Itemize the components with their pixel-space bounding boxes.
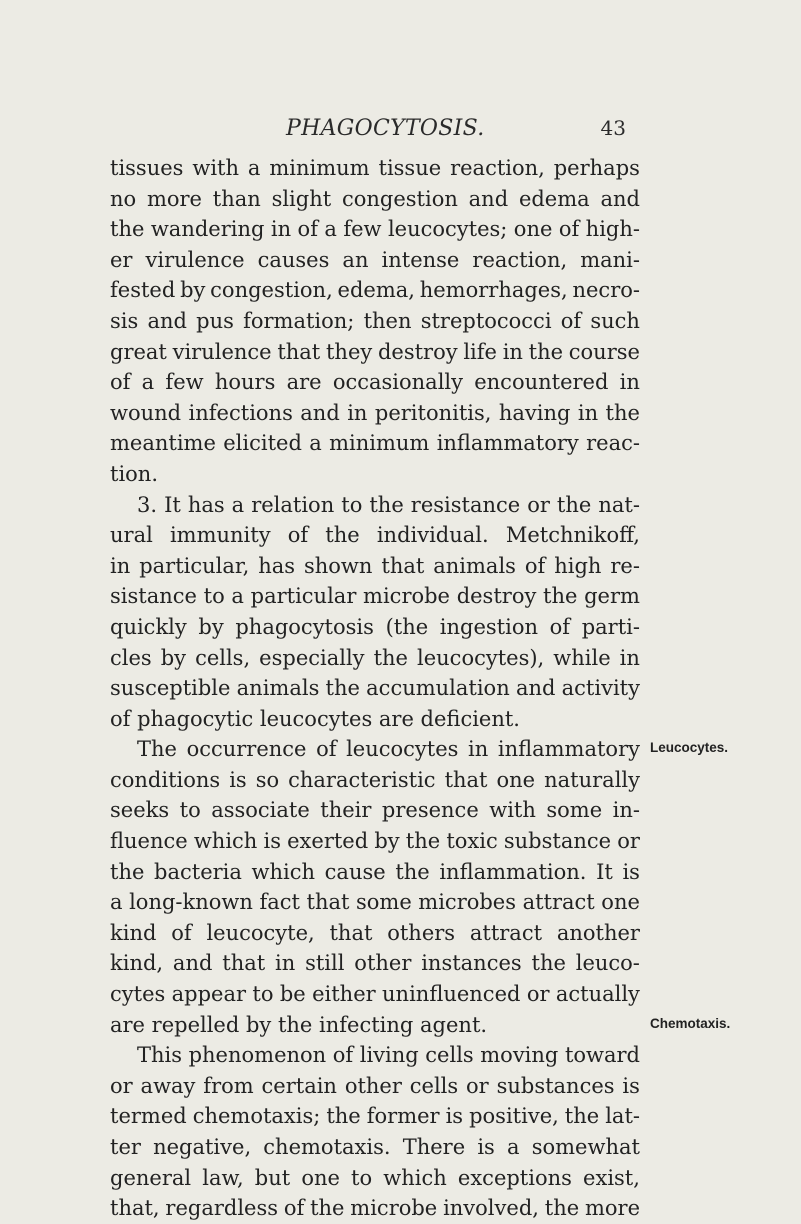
text-line: The occurrence of leucocytes in inflammatory (137, 737, 640, 762)
text-line: no more than slight congestion and edema and (110, 186, 640, 211)
text-line: ural immunity of the individual. Metchnikoff, (110, 523, 640, 548)
margin-note-chemotaxis: Chemotaxis. (650, 1016, 731, 1031)
text-line: of phagocytic leucocytes are deficient. (110, 706, 520, 731)
running-head: PHAGOCYTOSIS. (286, 116, 485, 141)
text-line: cles by cells, especially the leucocytes), while in (110, 645, 640, 670)
text-line: tion. (110, 461, 158, 486)
text-line: great virulence that they destroy life in the course (110, 339, 640, 364)
text-line: quickly by phagocytosis (the ingestion of parti- (110, 614, 640, 639)
text-line: cytes appear to be either uninfluenced or actually (110, 982, 640, 1007)
text-line: of a few hours are occasionally encountered in (110, 370, 640, 395)
text-line: sis and pus formation; then streptococci of such (110, 308, 640, 333)
text-line: that, regardless of the microbe involved, the more (110, 1196, 640, 1221)
body-text (110, 153, 640, 1224)
text-line: conditions is so characteristic that one naturally (110, 767, 640, 792)
text-line: ter negative, chemotaxis. There is a somewhat (110, 1135, 640, 1159)
text-line: are repelled by the infecting agent. (110, 1012, 488, 1037)
text-line: kind of leucocyte, that others attract another (110, 920, 640, 945)
text-line: seeks to associate their presence with some in- (110, 798, 640, 823)
text-line: fluence which is exerted by the toxic substance or (110, 829, 640, 854)
text-line: wound infections and in peritonitis, having in the (110, 400, 640, 425)
text-line: fested by congestion, edema, hemorrhages, necro- (110, 278, 640, 303)
text-line: 3. It has a relation to the resistance or the nat- (137, 492, 640, 517)
text-line: er virulence causes an intense reaction, mani- (110, 247, 640, 272)
text-line: the bacteria which cause the inflammation. It is (110, 859, 640, 884)
text-line: susceptible animals the accumulation and activity (110, 676, 640, 701)
text-line: a long-known fact that some microbes attract one (110, 890, 640, 915)
text-line: meantime elicited a minimum inflammatory reac- (110, 431, 640, 456)
page-number: 43 (600, 116, 626, 140)
text-line: the wandering in of a few leucocytes; one of high- (110, 217, 640, 242)
text-line: in particular, has shown that animals of high re- (110, 553, 640, 578)
page-header (110, 112, 640, 146)
text-line: This phenomenon of living cells moving toward (137, 1043, 640, 1068)
text-line: termed chemotaxis; the former is positive, the lat- (110, 1104, 640, 1129)
text-line: sistance to a particular microbe destroy the germ (110, 584, 640, 609)
text-line: kind, and that in still other instances the leuco- (110, 951, 640, 976)
text-line: tissues with a minimum tissue reaction, perhaps (110, 156, 640, 180)
text-line: general law, but one to which exceptions exist, (110, 1165, 640, 1190)
text-line: or away from certain other cells or substances is (110, 1073, 640, 1098)
margin-note-leucocytes: Leucocytes. (650, 740, 729, 755)
